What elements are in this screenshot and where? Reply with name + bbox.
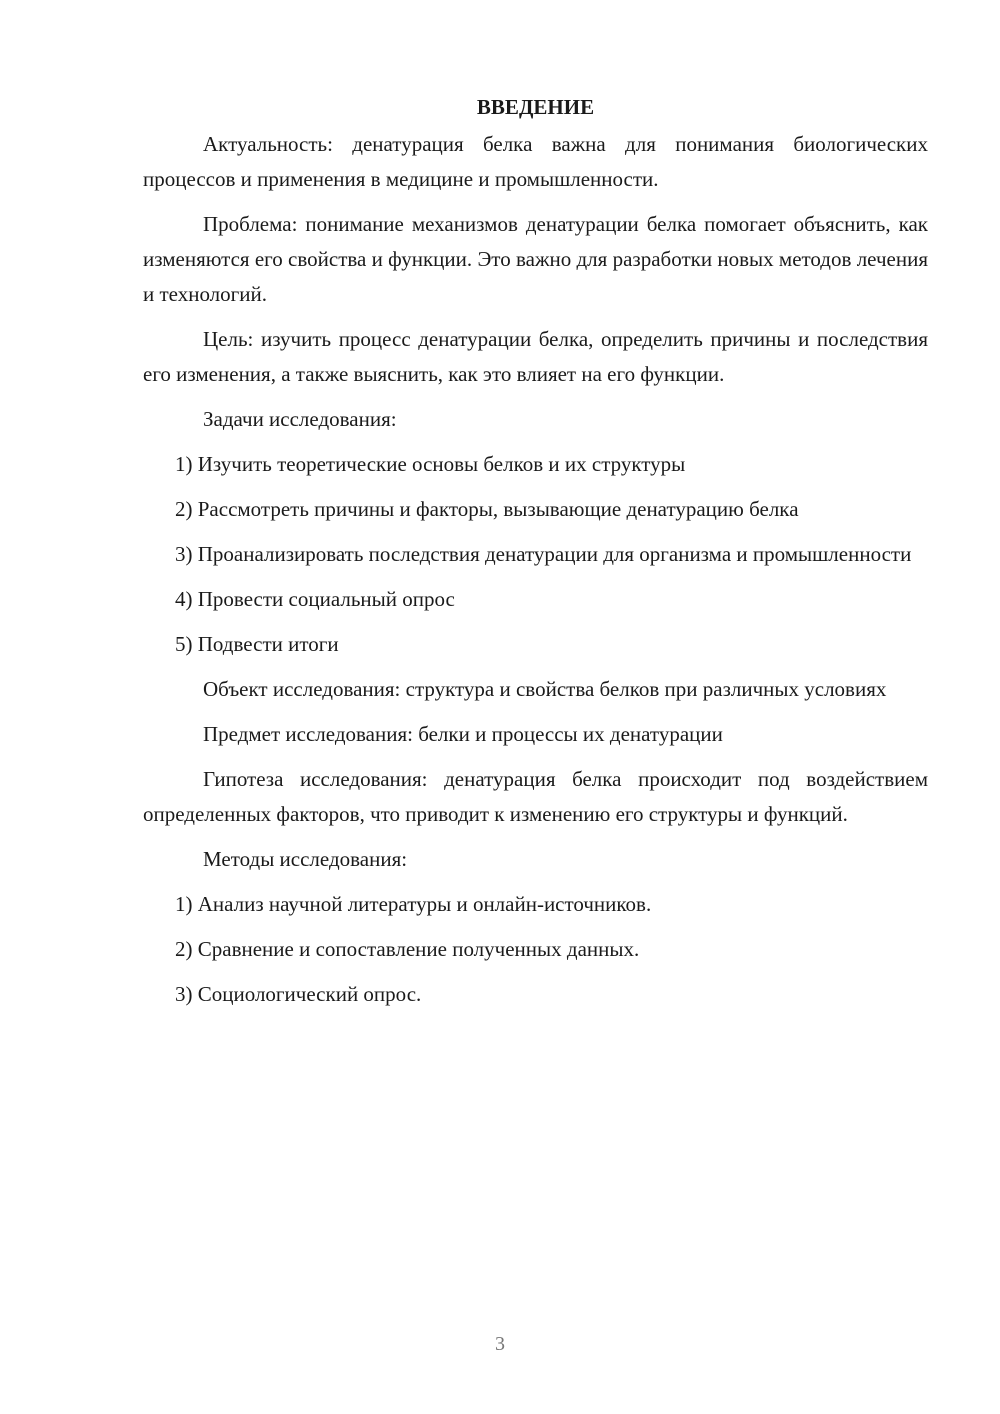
methods-heading: Методы исследования: — [203, 847, 408, 871]
task-item: 5) Подвести итоги — [175, 632, 339, 656]
document-page — [143, 90, 928, 1022]
object-paragraph: Объект исследования: структура и свойства белков при различных условиях — [203, 677, 887, 701]
method-item: 1) Анализ научной литературы и онлайн-источников. — [175, 892, 652, 916]
section-title: ВВЕДЕНИЕ — [476, 95, 595, 119]
goal-paragraph: Цель: изучить процесс денатурации белка, определить причины и последствия его изменения, а также выяснить, как это влияет на его функции. — [143, 327, 928, 386]
page-number: 3 — [495, 1333, 505, 1355]
relevance-paragraph: Актуальность: денатурация белка важна для понимания биологических процессов и применения в медицине и промышленности. — [143, 132, 928, 191]
method-item: 2) Сравнение и сопоставление полученных данных. — [175, 937, 640, 961]
problem-paragraph: Проблема: понимание механизмов денатурации белка помогает объяснить, как изменяются его свойства и функции. Это важно для разработки новых методов лечения и технологий. — [143, 212, 928, 306]
task-item: 3) Проанализировать последствия денатурации для организма и промышленности — [175, 542, 912, 566]
method-item: 3) Социологический опрос. — [175, 982, 422, 1006]
task-item: 4) Провести социальный опрос — [175, 587, 455, 611]
task-item: 2) Рассмотреть причины и факторы, вызывающие денатурацию белка — [175, 497, 799, 521]
subject-paragraph: Предмет исследования: белки и процессы их денатурации — [203, 722, 723, 746]
hypothesis-paragraph: Гипотеза исследования: денатурация белка происходит под воздействием определенных факторов, что приводит к изменению его структуры и функций. — [143, 767, 928, 826]
task-item: 1) Изучить теоретические основы белков и их структуры — [175, 452, 686, 476]
tasks-heading: Задачи исследования: — [203, 407, 397, 431]
